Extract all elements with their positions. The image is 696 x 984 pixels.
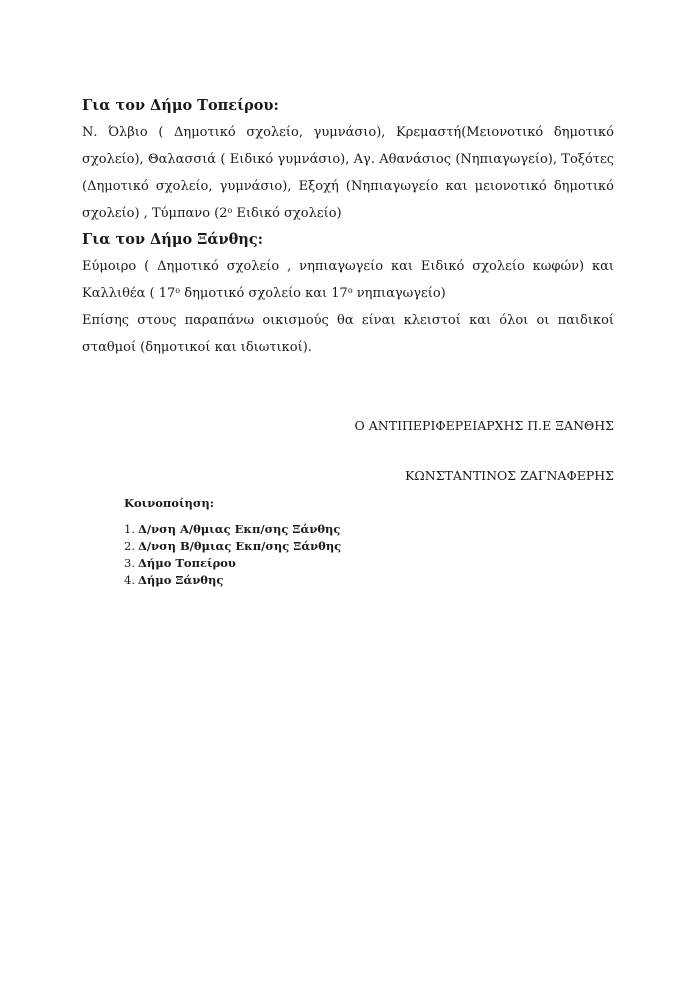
signatory-name: ΚΩΝΣΤΑΝΤΙΝΟΣ ΖΑΓΝΑΦΕΡΗΣ: [405, 468, 614, 483]
cc-item-number: 1.: [124, 522, 135, 536]
cc-label: Κοινοποίηση:: [124, 496, 214, 510]
cc-list-item: [124, 538, 524, 555]
ordinal-superscript: ο: [227, 206, 233, 215]
xanthi-text-part3: νηπιαγωγείο): [352, 286, 446, 301]
cc-list-item: [124, 521, 524, 538]
topeiros-paragraph: [82, 119, 614, 227]
cc-item-text: Δήμο Ξάνθης: [138, 573, 224, 587]
xanthi-heading: Για τον Δήμο Ξάνθης:: [82, 231, 263, 248]
cc-item-text: Δ/νση Β/θμιας Εκπ/σης Ξάνθης: [138, 539, 342, 553]
cc-list: [124, 521, 524, 589]
announcement-body: [82, 93, 614, 361]
topeiros-heading: Για τον Δήμο Τοπείρου:: [82, 97, 279, 114]
cc-list-item: [124, 572, 524, 589]
xanthi-text-part2: δημοτικό σχολείο και 17: [180, 286, 348, 301]
ordinal-superscript: ο: [347, 286, 353, 295]
xanthi-text-part1: Εύμοιρο ( Δημοτικό σχολείο , νηπιαγωγείο και Ειδικό σχολείο κωφών) και Καλλιθέα ( 17: [82, 259, 614, 301]
topeiros-text-main: Ν. Όλβιο ( Δημοτικό σχολείο, γυμνάσιο), Κρεμαστή(Μειονοτικό δημοτικό σχολείο), Θαλασσιά ( Ειδικό γυμνάσιο), Αγ. Αθανάσιος (Νηπιαγωγείο), Τοξότες (Δημοτικό σχολείο, γυμνάσιο), Εξοχή (Νηπιαγωγείο και μειονοτικό δημοτικό σχολείο) , Τύμπανο (2: [82, 125, 614, 221]
ordinal-superscript: ο: [175, 286, 181, 295]
cc-item-text: Δ/νση Α/θμιας Εκπ/σης Ξάνθης: [138, 522, 341, 536]
topeiros-text-end: Ειδικό σχολείο): [232, 206, 342, 221]
cc-item-number: 3.: [124, 556, 135, 570]
cc-item-number: 4.: [124, 573, 135, 587]
signatory-title: Ο ΑΝΤΙΠΕΡΙΦΕΡΕΙΑΡΧΗΣ Π.Ε ΞΑΝΘΗΣ: [354, 418, 614, 433]
cc-section: [124, 495, 524, 589]
cc-list-item: [124, 555, 524, 572]
xanthi-paragraph: [82, 253, 614, 307]
closing-paragraph: Επίσης στους παραπάνω οικισμούς θα είναι κλειστοί και όλοι οι παιδικοί σταθμοί (δημοτικοί και ιδιωτικοί).: [82, 313, 614, 355]
cc-item-text: Δήμο Τοπείρου: [138, 556, 236, 570]
cc-item-number: 2.: [124, 539, 135, 553]
